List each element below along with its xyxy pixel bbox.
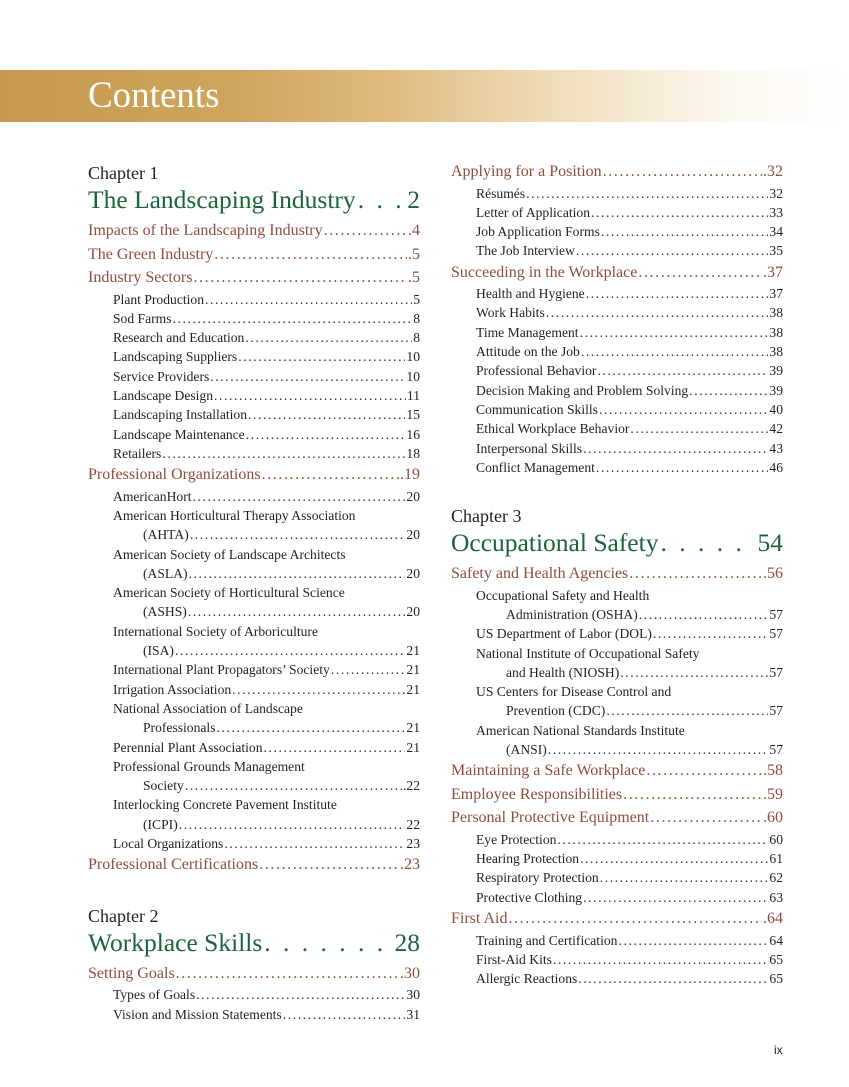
toc-column-left — [88, 160, 420, 1024]
subsection-entry[interactable] — [451, 342, 783, 361]
subsection-title: Perennial Plant Association — [113, 739, 263, 755]
dot-leader — [580, 849, 768, 868]
dot-leader — [557, 830, 768, 849]
subsection-page-number: 31 — [406, 1006, 420, 1022]
section-title: Maintaining a Safe Workplace — [451, 762, 646, 780]
dot-leader — [583, 439, 768, 458]
subsection-title: Sod Farms — [113, 310, 172, 326]
subsection-title: Training and Certification — [476, 932, 618, 948]
subsection-entry[interactable] — [88, 602, 420, 621]
dot-leader — [596, 458, 768, 477]
subsection-entry[interactable] — [88, 290, 420, 309]
subsection-entry[interactable] — [451, 400, 783, 419]
subsection-title: Administration (OSHA) — [506, 606, 638, 622]
subsection-page-number: 38 — [769, 344, 783, 360]
chapter-page-number: 2 — [407, 185, 420, 214]
section-page-number: .30 — [400, 964, 420, 982]
section-title: Industry Sectors — [88, 269, 193, 286]
subsection-entry[interactable] — [451, 323, 783, 342]
section-entry[interactable] — [88, 243, 420, 267]
subsection-entry[interactable] — [451, 663, 783, 682]
subsection-entry-heading[interactable]: American Society of Landscape Architects — [113, 546, 346, 562]
subsection-title: Landscaping Installation — [113, 407, 248, 423]
section-entry[interactable] — [451, 759, 783, 783]
subsection-entry[interactable] — [88, 776, 420, 795]
dot-leader — [546, 303, 769, 322]
subsection-entry[interactable] — [451, 969, 783, 988]
section-title: Personal Protective Equipment — [451, 809, 650, 827]
dot-leader — [264, 927, 388, 959]
subsection-title: Time Management — [476, 324, 579, 340]
section-entry[interactable] — [451, 160, 783, 184]
subsection-page-number: 20 — [406, 604, 420, 620]
subsection-title: Vision and Mission Statements — [113, 1006, 282, 1022]
subsection-title: Plant Production — [113, 291, 205, 307]
subsection-entry[interactable] — [451, 303, 783, 322]
subsection-page-number: 57 — [769, 703, 783, 719]
section-entry[interactable] — [88, 463, 420, 487]
dot-leader — [189, 564, 406, 583]
subsection-title: Landscaping Suppliers — [113, 349, 238, 365]
subsection-entry[interactable] — [451, 419, 783, 438]
dot-leader — [620, 663, 768, 682]
subsection-title: International Plant Propagators’ Society — [113, 662, 330, 678]
dot-leader — [583, 888, 768, 907]
subsection-title: Allergic Reactions — [476, 971, 578, 987]
subsection-title: Eye Protection — [476, 831, 557, 847]
subsection-page-number: 30 — [406, 987, 420, 1003]
subsection-page-number: 57 — [769, 742, 783, 758]
subsection-page-number: 20 — [406, 527, 420, 543]
dot-leader — [689, 381, 768, 400]
dot-leader — [650, 806, 762, 830]
chapter-title-text: Workplace Skills — [88, 927, 263, 957]
subsection-entry[interactable] — [451, 439, 783, 458]
section-page-number: .58 — [763, 762, 783, 780]
subsection-page-number: 57 — [769, 626, 783, 642]
subsection-page-number: 37 — [769, 286, 783, 302]
dot-leader — [283, 1005, 406, 1024]
subsection-page-number: 60 — [769, 831, 783, 847]
subsection-entry[interactable] — [451, 284, 783, 303]
subsection-entry-heading[interactable]: Occupational Safety and Health — [476, 587, 650, 603]
subsection-page-number: 33 — [769, 204, 783, 220]
subsection-page-number: 57 — [769, 606, 783, 622]
section-entry[interactable] — [451, 562, 783, 586]
dot-leader — [205, 290, 412, 309]
subsection-entry[interactable] — [451, 888, 783, 907]
section-title: Succeeding in the Workplace — [451, 263, 638, 281]
subsection-page-number: 62 — [769, 870, 783, 886]
subsection-entry[interactable] — [88, 815, 420, 834]
dot-leader — [358, 184, 402, 216]
subsection-page-number: 10 — [406, 349, 420, 365]
subsection-entry[interactable] — [451, 830, 783, 849]
section-entry[interactable] — [451, 261, 783, 285]
section-page-number: .56 — [763, 565, 783, 583]
subsection-entry-heading[interactable]: American Horticultural Therapy Association — [113, 507, 356, 523]
subsection-entry[interactable] — [451, 950, 783, 969]
subsection-page-number: 38 — [769, 324, 783, 340]
subsection-title: Decision Making and Problem Solving — [476, 382, 689, 398]
subsection-page-number: 23 — [406, 836, 420, 852]
dot-leader — [232, 680, 405, 699]
subsection-entry[interactable] — [451, 849, 783, 868]
dot-leader — [638, 261, 762, 285]
subsection-page-number: 39 — [769, 382, 783, 398]
subsection-entry[interactable] — [88, 718, 420, 737]
subsection-page-number: 20 — [406, 488, 420, 504]
subsection-entry[interactable] — [88, 985, 420, 1004]
subsection-entry[interactable] — [88, 425, 420, 444]
dot-leader — [324, 219, 407, 243]
subsection-entry-heading[interactable]: National Association of Landscape — [113, 700, 303, 716]
section-page-number: .64 — [763, 910, 783, 928]
subsection-title: Work Habits — [476, 305, 545, 321]
subsection-page-number: 18 — [406, 445, 420, 461]
section-title: Impacts of the Landscaping Industry — [88, 222, 323, 239]
subsection-title: (ASHS) — [143, 604, 187, 620]
subsection-title: Hearing Protection — [476, 851, 580, 867]
dot-leader — [508, 907, 762, 931]
subsection-entry[interactable] — [451, 740, 783, 759]
subsection-entry-heading[interactable]: National Institute of Occupational Safety — [476, 645, 700, 661]
subsection-page-number: 46 — [769, 459, 783, 475]
subsection-title: (ICPI) — [143, 816, 178, 832]
subsection-entry-heading[interactable]: American National Standards Institute — [476, 722, 685, 738]
subsection-entry[interactable] — [88, 347, 420, 366]
subsection-entry[interactable] — [451, 931, 783, 950]
dot-leader — [576, 241, 769, 260]
dot-leader — [653, 624, 768, 643]
subsection-title: Protective Clothing — [476, 889, 583, 905]
subsection-title: Résumés — [476, 185, 526, 201]
subsection-title: (ANSI) — [506, 742, 547, 758]
subsection-entry[interactable] — [88, 564, 420, 583]
dot-leader — [578, 969, 768, 988]
subsection-page-number: 21 — [406, 720, 420, 736]
subsection-page-number: 42 — [769, 421, 783, 437]
subsection-page-number: 64 — [769, 932, 783, 948]
subsection-title: Attitude on the Job — [476, 344, 580, 360]
dot-leader — [639, 605, 769, 624]
dot-leader — [553, 950, 768, 969]
subsection-page-number: 39 — [769, 363, 783, 379]
subsection-entry[interactable] — [88, 1005, 420, 1024]
subsection-page-number: 22 — [406, 816, 420, 832]
dot-leader — [618, 931, 768, 950]
dot-leader — [196, 985, 405, 1004]
dot-leader — [629, 562, 762, 586]
subsection-entry[interactable] — [451, 868, 783, 887]
section-title: Setting Goals — [88, 964, 175, 982]
dot-leader — [259, 853, 399, 877]
page-number: ix — [774, 1043, 783, 1057]
subsection-page-number: 21 — [406, 739, 420, 755]
chapter-number: Chapter 1 — [88, 163, 159, 183]
subsection-entry-heading[interactable]: International Society of Arboriculture — [113, 623, 318, 639]
dot-leader — [526, 184, 768, 203]
subsection-page-number: 21 — [406, 643, 420, 659]
section-page-number: .23 — [400, 856, 420, 874]
subsection-page-number: 65 — [769, 971, 783, 987]
subsection-title: Retailers — [113, 445, 162, 461]
subsection-entry-heading[interactable]: American Society of Horticultural Science — [113, 585, 345, 601]
subsection-entry[interactable] — [88, 738, 420, 757]
subsection-page-number: 15 — [406, 407, 420, 423]
section-page-number: .59 — [763, 785, 783, 803]
dot-leader — [210, 367, 405, 386]
dot-leader — [173, 309, 413, 328]
subsection-entry[interactable] — [451, 241, 783, 260]
dot-leader — [601, 222, 769, 241]
subsection-title: First-Aid Kits — [476, 951, 552, 967]
dot-leader — [246, 425, 406, 444]
dot-leader — [224, 834, 405, 853]
dot-leader — [581, 342, 769, 361]
dot-leader — [586, 284, 769, 303]
dot-leader — [214, 243, 407, 267]
subsection-title: Landscape Maintenance — [113, 426, 245, 442]
subsection-entry[interactable] — [451, 381, 783, 400]
dot-leader — [190, 525, 406, 544]
dot-leader — [162, 444, 405, 463]
section-page-number: .60 — [763, 809, 783, 827]
subsection-entry-heading[interactable]: US Centers for Disease Control and — [476, 684, 672, 700]
chapter-page-number: 54 — [757, 528, 783, 558]
subsection-title: and Health (NIOSH) — [506, 664, 620, 680]
dot-leader — [245, 328, 412, 347]
subsection-title: Society — [143, 778, 184, 794]
dot-leader — [580, 323, 769, 342]
section-title: Professional Certifications — [88, 856, 259, 874]
subsection-page-number: .22 — [403, 778, 420, 794]
subsection-page-number: 8 — [413, 330, 420, 346]
subsection-title: Professional Behavior — [476, 363, 597, 379]
subsection-title: The Job Interview — [476, 243, 575, 259]
contents-banner — [0, 70, 849, 122]
dot-leader — [188, 602, 406, 621]
toc-column-right — [451, 160, 783, 988]
subsection-title: (ASLA) — [143, 565, 188, 581]
section-page-number: .5 — [408, 269, 420, 286]
subsection-entry[interactable] — [88, 405, 420, 424]
chapter-title-text: Occupational Safety — [451, 528, 659, 558]
subsection-entry[interactable] — [451, 203, 783, 222]
section-entry[interactable] — [88, 219, 420, 243]
section-title: Employee Responsibilities — [451, 785, 623, 803]
dot-leader — [262, 463, 399, 487]
subsection-page-number: 65 — [769, 951, 783, 967]
page-title: Contents — [88, 75, 220, 116]
subsection-title: Conflict Management — [476, 459, 595, 475]
dot-leader — [660, 527, 751, 559]
section-entry[interactable] — [451, 907, 783, 931]
subsection-entry[interactable] — [88, 660, 420, 679]
dot-leader — [179, 815, 406, 834]
section-page-number: .32 — [763, 163, 783, 180]
subsection-entry-heading[interactable]: Interlocking Concrete Pavement Institute — [113, 797, 337, 813]
dot-leader — [630, 419, 768, 438]
dot-leader — [623, 783, 762, 807]
dot-leader — [264, 738, 406, 757]
subsection-title: US Department of Labor (DOL) — [476, 626, 652, 642]
section-page-number: .37 — [763, 263, 783, 281]
section-entry[interactable] — [88, 962, 420, 986]
subsection-title: Ethical Workplace Behavior — [476, 421, 630, 437]
subsection-title: Types of Goals — [113, 987, 196, 1003]
chapter-title-entry[interactable] — [88, 184, 420, 216]
subsection-title: Respiratory Protection — [476, 870, 599, 886]
subsection-page-number: 16 — [406, 426, 420, 442]
subsection-page-number: 35 — [769, 243, 783, 259]
subsection-title: Interpersonal Skills — [476, 440, 583, 456]
dot-leader — [175, 641, 405, 660]
subsection-page-number: 21 — [406, 662, 420, 678]
subsection-page-number: 8 — [413, 310, 420, 326]
subsection-page-number: 57 — [769, 664, 783, 680]
subsection-page-number: 38 — [769, 305, 783, 321]
chapter-title-entry[interactable] — [451, 527, 783, 559]
subsection-page-number: 5 — [413, 291, 420, 307]
dot-leader — [214, 386, 406, 405]
section-title: First Aid — [451, 910, 508, 928]
dot-leader — [606, 701, 768, 720]
chapter-title-entry[interactable] — [88, 927, 420, 959]
section-entry[interactable] — [88, 266, 420, 290]
dot-leader — [248, 405, 405, 424]
section-title: Applying for a Position — [451, 163, 602, 180]
dot-leader — [591, 203, 768, 222]
subsection-entry[interactable] — [88, 386, 420, 405]
dot-leader — [185, 776, 402, 795]
section-entry[interactable] — [451, 806, 783, 830]
dot-leader — [646, 759, 762, 783]
section-title: Safety and Health Agencies — [451, 565, 629, 583]
subsection-title: (ISA) — [143, 643, 174, 659]
subsection-page-number: 63 — [769, 889, 783, 905]
subsection-title: AmericanHort — [113, 488, 192, 504]
dot-leader — [597, 361, 768, 380]
subsection-entry[interactable] — [451, 624, 783, 643]
chapter-page-number: 28 — [394, 927, 420, 957]
chapter-number: Chapter 2 — [88, 905, 159, 926]
subsection-page-number: 43 — [769, 440, 783, 456]
dot-leader — [193, 487, 406, 506]
subsection-entry[interactable] — [451, 222, 783, 241]
subsection-title: Health and Hygiene — [476, 286, 585, 302]
subsection-entry-heading[interactable]: Professional Grounds Management — [113, 758, 305, 774]
subsection-title: Prevention (CDC) — [506, 703, 606, 719]
subsection-title: Communication Skills — [476, 401, 598, 417]
subsection-page-number: 21 — [406, 681, 420, 697]
dot-leader — [193, 266, 407, 290]
subsection-title: Job Application Forms — [476, 224, 600, 240]
section-page-number: .19 — [400, 466, 420, 484]
section-title: The Green Industry — [88, 245, 214, 263]
subsection-title: Professionals — [143, 720, 216, 736]
subsection-page-number: 61 — [769, 851, 783, 867]
subsection-title: Irrigation Association — [113, 681, 232, 697]
subsection-title: Letter of Application — [476, 204, 590, 220]
dot-leader — [599, 400, 768, 419]
subsection-entry[interactable] — [451, 701, 783, 720]
section-page-number: .5 — [408, 245, 420, 263]
subsection-title: (AHTA) — [143, 527, 189, 543]
dot-leader — [217, 718, 406, 737]
subsection-title: Landscape Design — [113, 387, 214, 403]
dot-leader — [600, 868, 769, 887]
dot-leader — [238, 347, 405, 366]
dot-leader — [176, 962, 399, 986]
subsection-entry[interactable] — [88, 834, 420, 853]
dot-leader — [603, 160, 762, 184]
dot-leader — [548, 740, 769, 759]
subsection-title: Service Providers — [113, 368, 210, 384]
subsection-entry[interactable] — [451, 458, 783, 477]
section-page-number: .4 — [408, 222, 420, 239]
subsection-page-number: 32 — [769, 185, 783, 201]
subsection-page-number: 40 — [769, 401, 783, 417]
subsection-entry[interactable] — [88, 641, 420, 660]
subsection-entry[interactable] — [88, 309, 420, 328]
subsection-entry[interactable] — [88, 367, 420, 386]
subsection-entry[interactable] — [88, 680, 420, 699]
subsection-entry[interactable] — [88, 525, 420, 544]
subsection-entry[interactable] — [88, 444, 420, 463]
subsection-entry[interactable] — [88, 328, 420, 347]
subsection-page-number: 10 — [406, 368, 420, 384]
subsection-entry[interactable] — [88, 487, 420, 506]
chapter-number: Chapter 3 — [451, 506, 522, 527]
subsection-entry[interactable] — [451, 361, 783, 380]
section-gap — [451, 477, 783, 503]
section-entry[interactable] — [88, 853, 420, 877]
subsection-page-number: 34 — [769, 224, 783, 240]
subsection-page-number: 20 — [406, 565, 420, 581]
subsection-page-number: 11 — [406, 387, 420, 403]
subsection-title: Research and Education — [113, 330, 245, 346]
dot-leader — [331, 660, 406, 679]
subsection-title: Local Organizations — [113, 836, 224, 852]
section-entry[interactable] — [451, 783, 783, 807]
chapter-title-text: The Landscaping Industry — [88, 185, 356, 214]
subsection-entry[interactable] — [451, 184, 783, 203]
subsection-entry[interactable] — [451, 605, 783, 624]
section-gap — [88, 877, 420, 903]
section-title: Professional Organizations — [88, 466, 261, 484]
